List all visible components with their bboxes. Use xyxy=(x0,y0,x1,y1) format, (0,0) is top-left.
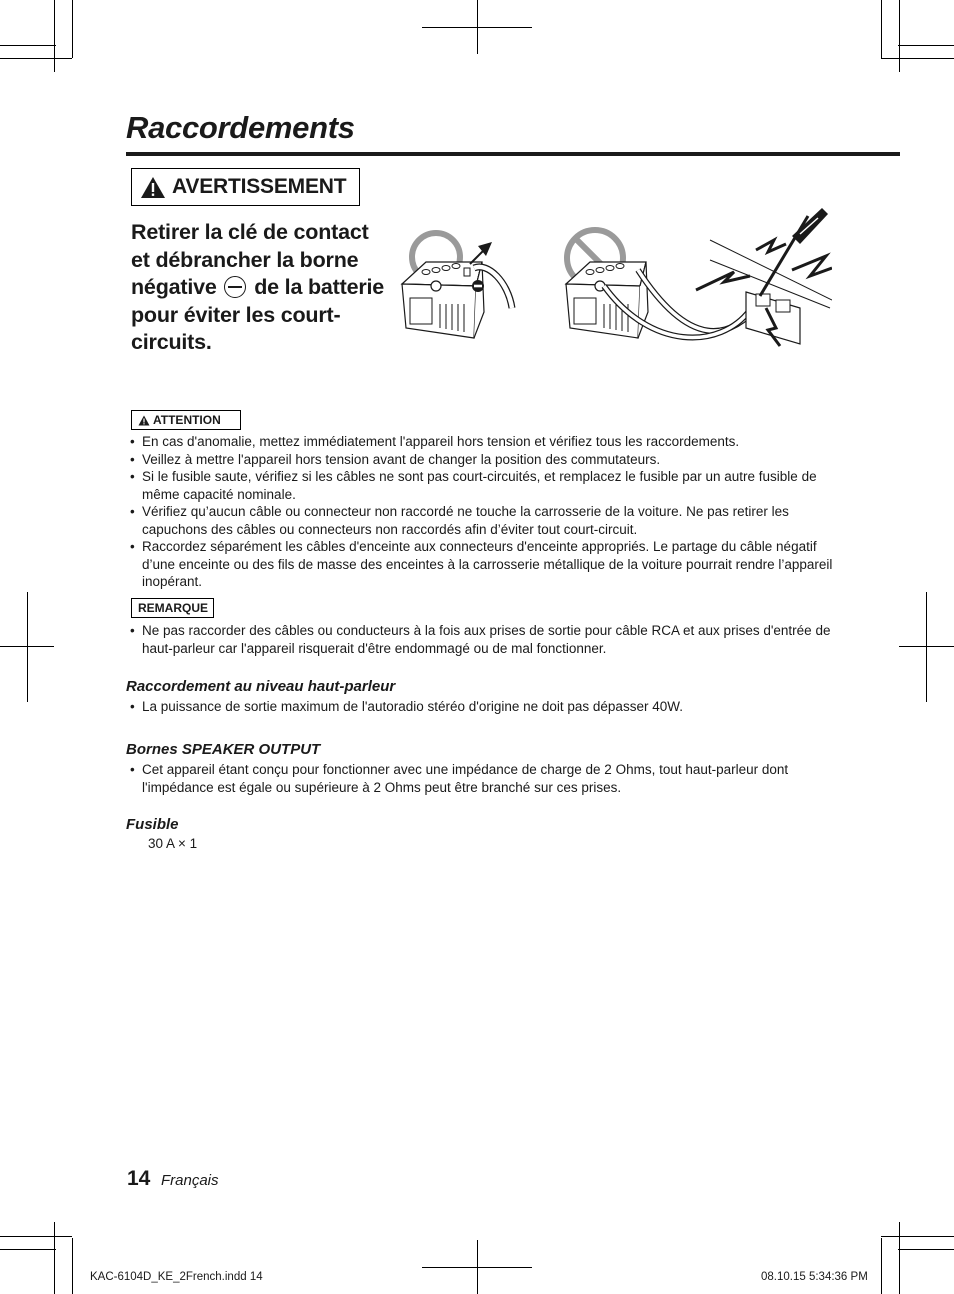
crop-mark xyxy=(881,0,882,58)
crop-mark xyxy=(54,1222,55,1294)
crop-mark xyxy=(54,0,55,72)
crop-mark xyxy=(926,592,927,702)
crop-mark xyxy=(898,1249,954,1250)
battery-disconnect-illustration xyxy=(398,222,523,342)
crop-mark xyxy=(0,45,56,46)
short-circuit-illustration xyxy=(560,200,832,350)
attention-label: ATTENTION xyxy=(153,413,221,427)
remarque-badge xyxy=(131,598,214,618)
attention-badge xyxy=(131,410,241,430)
page-title: Raccordements xyxy=(126,110,355,145)
crop-mark xyxy=(0,646,54,647)
crop-mark xyxy=(0,1236,72,1237)
warning-text xyxy=(131,219,393,357)
section-list xyxy=(128,698,840,716)
warning-text-part-a: Retirer la clé de contact et débrancher la borne négative xyxy=(131,220,369,299)
attention-list xyxy=(128,433,840,591)
crop-mark xyxy=(422,1267,532,1268)
section-heading: Bornes SPEAKER OUTPUT xyxy=(126,741,321,758)
crop-mark xyxy=(422,27,532,28)
list-item: • Si le fusible saute, vérifiez si les câbles ne sont pas court-circuités, et remplacez le fusible par un autre fusible de même capacité nominale. xyxy=(128,468,840,503)
crop-mark xyxy=(899,0,900,72)
list-item: • Veillez à mettre l'appareil hors tension avant de changer la position des commutateurs. xyxy=(128,451,840,469)
negative-terminal-icon xyxy=(224,276,246,298)
crop-mark xyxy=(0,1249,56,1250)
list-item: • Raccordez séparément les câbles d'enceinte aux connecteurs d'enceinte appropriés. Le partage du câble négatif d’une enceinte ou des fils de masse des enceintes à la carrosserie métallique de la voiture pourrait rendre l’appareil inopérant. xyxy=(128,538,840,591)
warning-triangle-icon xyxy=(140,176,166,199)
crop-mark xyxy=(898,45,954,46)
crop-mark xyxy=(881,1236,954,1237)
list-item: • Vérifiez qu’aucun câble ou connecteur non raccordé ne touche la carrosserie de la voiture. Ne pas retirer les capuchons des câbles ou connecteurs non raccordés afin d’éviter tout court-circuit. xyxy=(128,503,840,538)
crop-mark xyxy=(72,1238,73,1294)
list-item: • En cas d'anomalie, mettez immédiatement l'appareil hors tension et vérifiez tous les raccordements. xyxy=(128,433,840,451)
fuse-value: 30 A × 1 xyxy=(148,836,198,851)
title-rule xyxy=(126,152,900,156)
list-item: • Ne pas raccorder des câbles ou conducteurs à la fois aux prises de sortie pour câble RCA et aux prises d'entrée de haut-parleur car l'appareil risquerait d'être endommagé ou de mal fonctionner. xyxy=(128,622,840,657)
list-item: • La puissance de sortie maximum de l'autoradio stéréo d'origine ne doit pas dépasser 40W. xyxy=(128,698,840,716)
remarque-label: REMARQUE xyxy=(138,601,209,615)
warning-text-part-b: de la batterie pour éviter les court-circuits. xyxy=(131,275,385,354)
warning-label: AVERTISSEMENT xyxy=(172,175,347,198)
remarque-list xyxy=(128,622,840,657)
footer-file: KAC-6104D_KE_2French.indd 14 xyxy=(90,1271,263,1283)
page-language: Français xyxy=(161,1172,219,1189)
crop-mark xyxy=(27,592,28,702)
crop-mark xyxy=(0,58,72,59)
section-heading: Fusible xyxy=(126,816,179,833)
crop-mark xyxy=(899,1222,900,1294)
warning-triangle-icon xyxy=(138,415,150,426)
crop-mark xyxy=(899,646,954,647)
warning-badge xyxy=(131,168,360,206)
crop-mark xyxy=(881,1238,882,1294)
crop-mark xyxy=(72,0,73,58)
page-number: 14 xyxy=(127,1167,151,1190)
footer-timestamp: 08.10.15 5:34:36 PM xyxy=(761,1271,868,1283)
list-item: • Cet appareil étant conçu pour fonctionner avec une impédance de charge de 2 Ohms, tout haut-parleur dont l'impédance est égale ou supérieure à 2 Ohms peut être branché sur ces prises. xyxy=(128,761,840,796)
crop-mark xyxy=(881,58,954,59)
section-list xyxy=(128,761,840,796)
section-heading: Raccordement au niveau haut-parleur xyxy=(126,678,396,695)
